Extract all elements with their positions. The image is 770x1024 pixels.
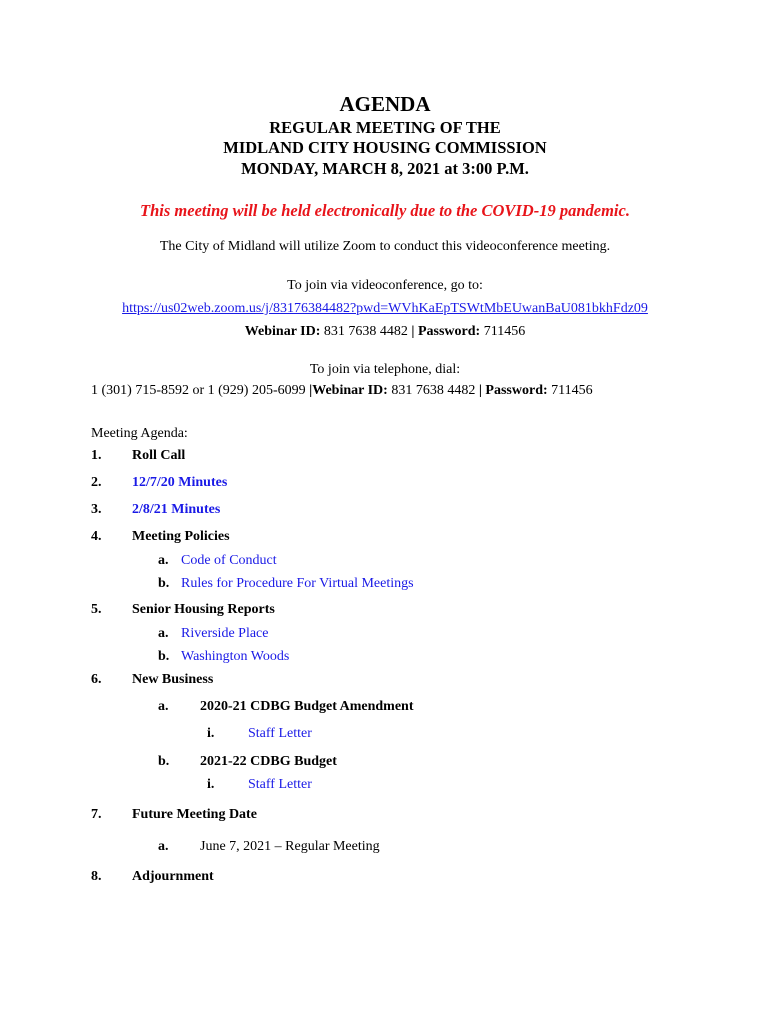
password-value: 711456	[483, 324, 526, 339]
item-number: 5.	[91, 602, 102, 617]
meeting-type: REGULAR MEETING OF THE	[269, 118, 501, 137]
password-label: Password:	[417, 324, 481, 339]
phone-password-value: 711456	[551, 383, 593, 398]
item-senior-housing: Senior Housing Reports	[132, 602, 275, 617]
meeting-date: MONDAY, MARCH 8, 2021 at 3:00 P.M.	[241, 159, 529, 178]
item-number: 3.	[91, 502, 102, 517]
item-minutes-feb[interactable]: 2/8/21 Minutes	[132, 502, 221, 517]
phone-line	[91, 383, 593, 399]
item-number: 8.	[91, 869, 102, 884]
item-number: 7.	[91, 807, 102, 822]
item-number: 1.	[91, 448, 102, 463]
webinar-label: Webinar ID:	[244, 324, 321, 339]
sub-letter: a.	[158, 699, 169, 714]
link-code-of-conduct[interactable]: Code of Conduct	[181, 553, 277, 568]
item-new-business: New Business	[132, 672, 214, 687]
commission-name: MIDLAND CITY HOUSING COMMISSION	[223, 138, 547, 157]
video-webinar-line	[0, 324, 770, 340]
link-rules-procedure[interactable]: Rules for Procedure For Virtual Meetings	[181, 576, 414, 591]
agenda-heading: Meeting Agenda:	[91, 426, 188, 441]
zoom-link[interactable]: https://us02web.zoom.us/j/83176384482?pwd=WVhKaEpTSWtMbEUwanBaU081bkhFdz09	[122, 301, 648, 316]
sub-letter: a.	[158, 553, 169, 568]
link-staff-letter-amendment[interactable]: Staff Letter	[248, 726, 312, 741]
item-meeting-policies: Meeting Policies	[132, 529, 230, 544]
zoom-note: The City of Midland will utilize Zoom to conduct this videoconference meeting.	[159, 239, 611, 254]
link-riverside-place[interactable]: Riverside Place	[181, 626, 269, 641]
phone-numbers: 1 (301) 715-8592 or 1 (929) 205-6099	[91, 383, 306, 398]
item-future-meeting: Future Meeting Date	[132, 807, 257, 822]
phone-join-text: To join via telephone, dial:	[309, 362, 461, 377]
sub-letter: b.	[158, 649, 170, 664]
sub-letter: a.	[158, 626, 169, 641]
separator: |	[478, 383, 482, 398]
roman-numeral: i.	[207, 726, 215, 741]
webinar-id: 831 7638 4482	[323, 324, 408, 339]
page-title: AGENDA	[339, 92, 431, 116]
item-adjournment: Adjournment	[132, 869, 214, 884]
item-number: 4.	[91, 529, 102, 544]
phone-webinar-label: Webinar ID:	[312, 383, 388, 398]
phone-password-label: Password:	[485, 383, 548, 398]
roman-numeral: i.	[207, 777, 215, 792]
item-minutes-dec[interactable]: 12/7/20 Minutes	[132, 475, 228, 490]
item-roll-call: Roll Call	[132, 448, 186, 463]
sub-letter: b.	[158, 576, 170, 591]
separator: |	[411, 324, 415, 339]
sub-budget: 2021-22 CDBG Budget	[200, 754, 337, 769]
sub-letter: a.	[158, 839, 169, 854]
link-washington-woods[interactable]: Washington Woods	[181, 649, 290, 664]
item-number: 2.	[91, 475, 102, 490]
sub-future-date: June 7, 2021 – Regular Meeting	[200, 839, 380, 854]
item-number: 6.	[91, 672, 102, 687]
sub-budget-amendment: 2020-21 CDBG Budget Amendment	[200, 699, 414, 714]
link-staff-letter-budget[interactable]: Staff Letter	[248, 777, 312, 792]
covid-notice: This meeting will be held electronically due to the COVID-19 pandemic.	[140, 201, 630, 220]
sub-letter: b.	[158, 754, 170, 769]
video-join-text: To join via videoconference, go to:	[287, 278, 483, 293]
separator: |	[309, 383, 313, 398]
phone-webinar-id: 831 7638 4482	[391, 383, 476, 398]
